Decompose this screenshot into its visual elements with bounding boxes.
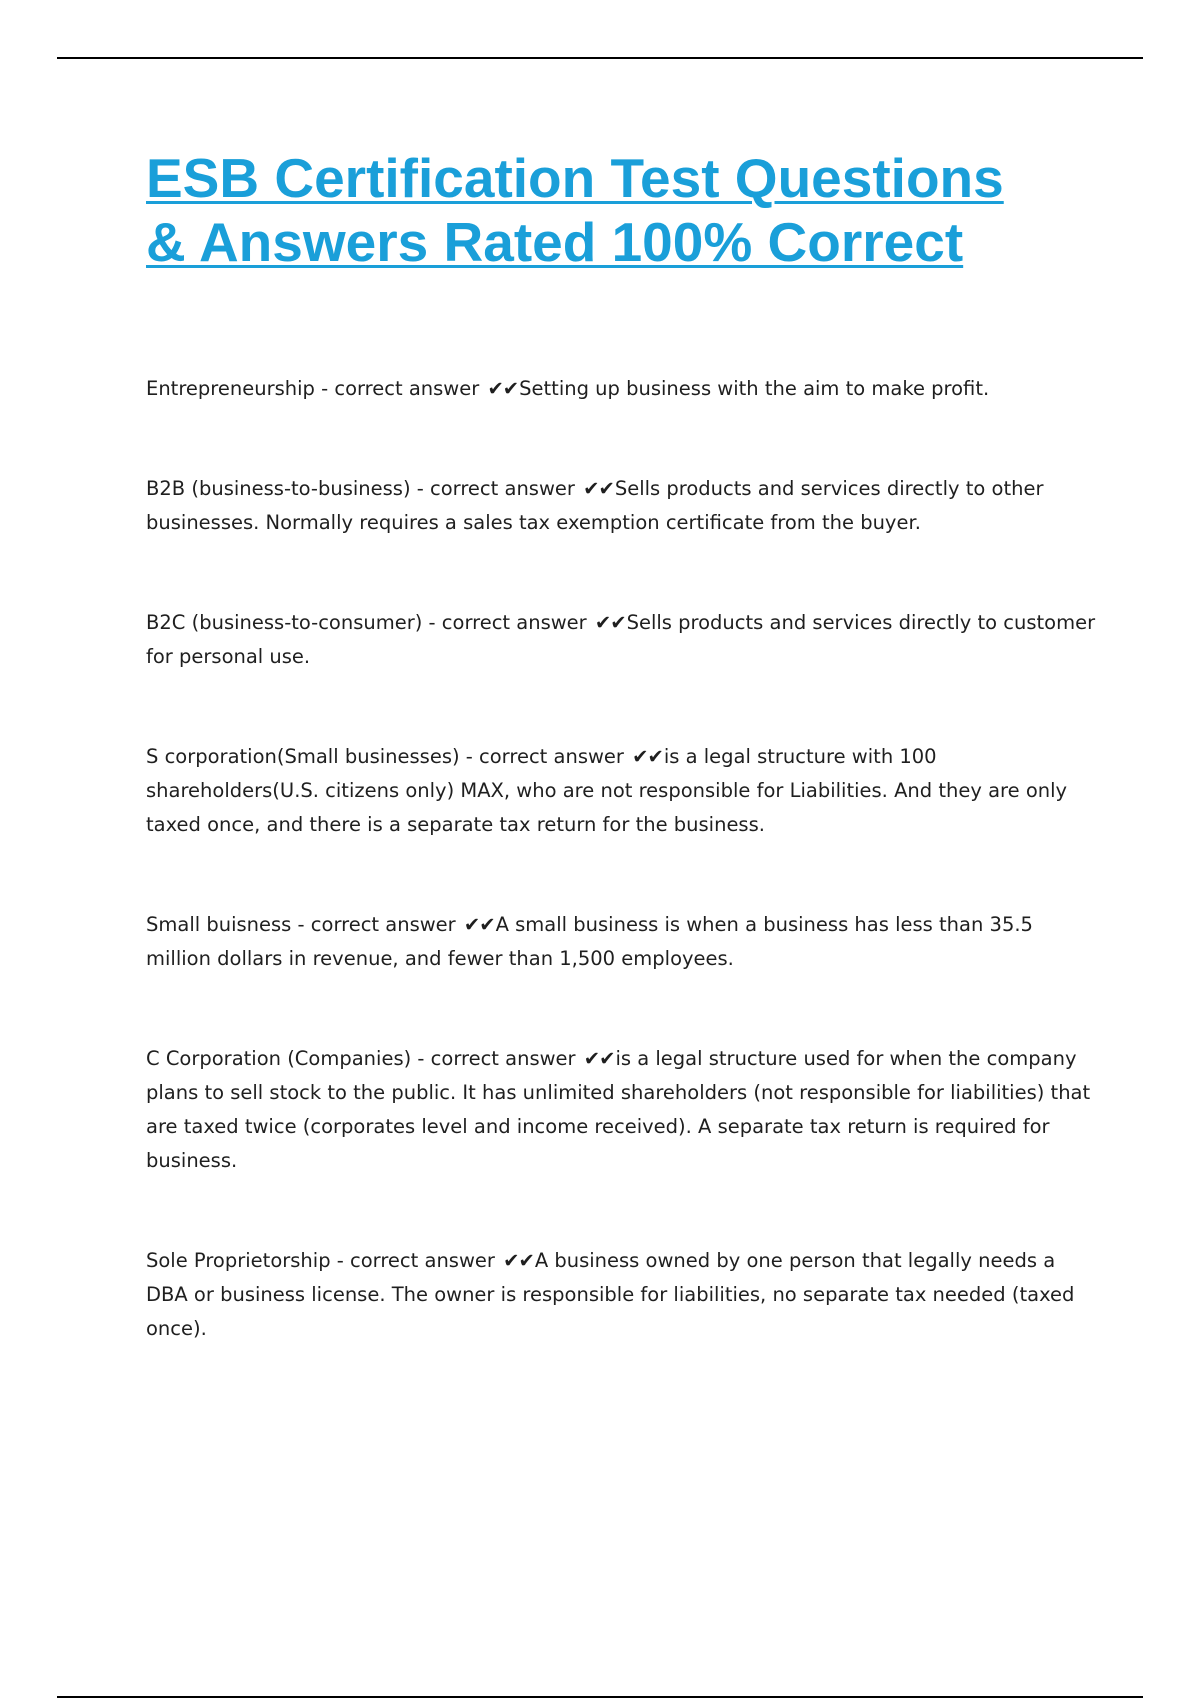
qa-term: B2B (business-to-business) [146,477,411,500]
qa-list [146,372,1096,1412]
document-title-link[interactable]: ESB Certification Test Questions & Answers Rated 100% Correct [146,147,1004,273]
qa-separator: - correct answer [422,611,593,634]
qa-term: Small buisness [146,913,292,936]
qa-separator: - correct answer [314,377,486,400]
double-check-icon: ✔✔ [594,611,626,634]
qa-answer: is a legal structure with 100 shareholders(U.S. citizens only) MAX, who are not responsible for Liabilities. And they are only taxed once, and there is a separate tax return for the business. [146,745,1068,836]
qa-separator: - correct answer [459,745,631,768]
qa-term: B2C (business-to-consumer) [146,611,423,634]
qa-item [146,740,1096,842]
qa-separator: - correct answer [330,1249,502,1272]
qa-term: Entrepreneurship [146,377,315,400]
double-check-icon: ✔✔ [487,377,519,400]
qa-answer: Sells products and services directly to other businesses. Normally requires a sales tax exemption certificate from the buyer. [146,477,1044,534]
double-check-icon: ✔✔ [583,477,614,500]
qa-item [146,1042,1096,1178]
qa-term: Sole Proprietorship [146,1249,331,1272]
qa-item [146,472,1096,540]
qa-item [146,908,1096,976]
double-check-icon: ✔✔ [583,1047,615,1070]
qa-answer: is a legal structure used for when the company plans to sell stock to the public. It has unlimited shareholders (not responsible for liabilities) that are taxed twice (corporates level and income received). A separate tax return is required for business. [146,1047,1091,1172]
qa-answer: Setting up business with the aim to make profit. [519,377,990,400]
qa-item [146,372,1096,406]
bottom-rule [57,1696,1143,1698]
qa-item [146,606,1096,674]
qa-separator: - correct answer [291,913,462,936]
qa-answer: A small business is when a business has less than 35.5 million dollars in revenue, and fewer than 1,500 employees. [146,913,1033,970]
qa-separator: - correct answer [410,477,582,500]
qa-answer: A business owned by one person that legally needs a DBA or business license. The owner is responsible for liabilities, no separate tax needed (taxed once). [146,1249,1075,1340]
qa-term: S corporation(Small businesses) [146,745,460,768]
top-rule [57,57,1143,59]
qa-term: C Corporation (Companies) [146,1047,412,1070]
qa-separator: - correct answer [411,1047,582,1070]
qa-item [146,1244,1096,1346]
double-check-icon: ✔✔ [463,913,495,936]
qa-answer: Sells products and services directly to customer for personal use. [146,611,1096,668]
double-check-icon: ✔✔ [503,1249,534,1272]
double-check-icon: ✔✔ [632,745,663,768]
